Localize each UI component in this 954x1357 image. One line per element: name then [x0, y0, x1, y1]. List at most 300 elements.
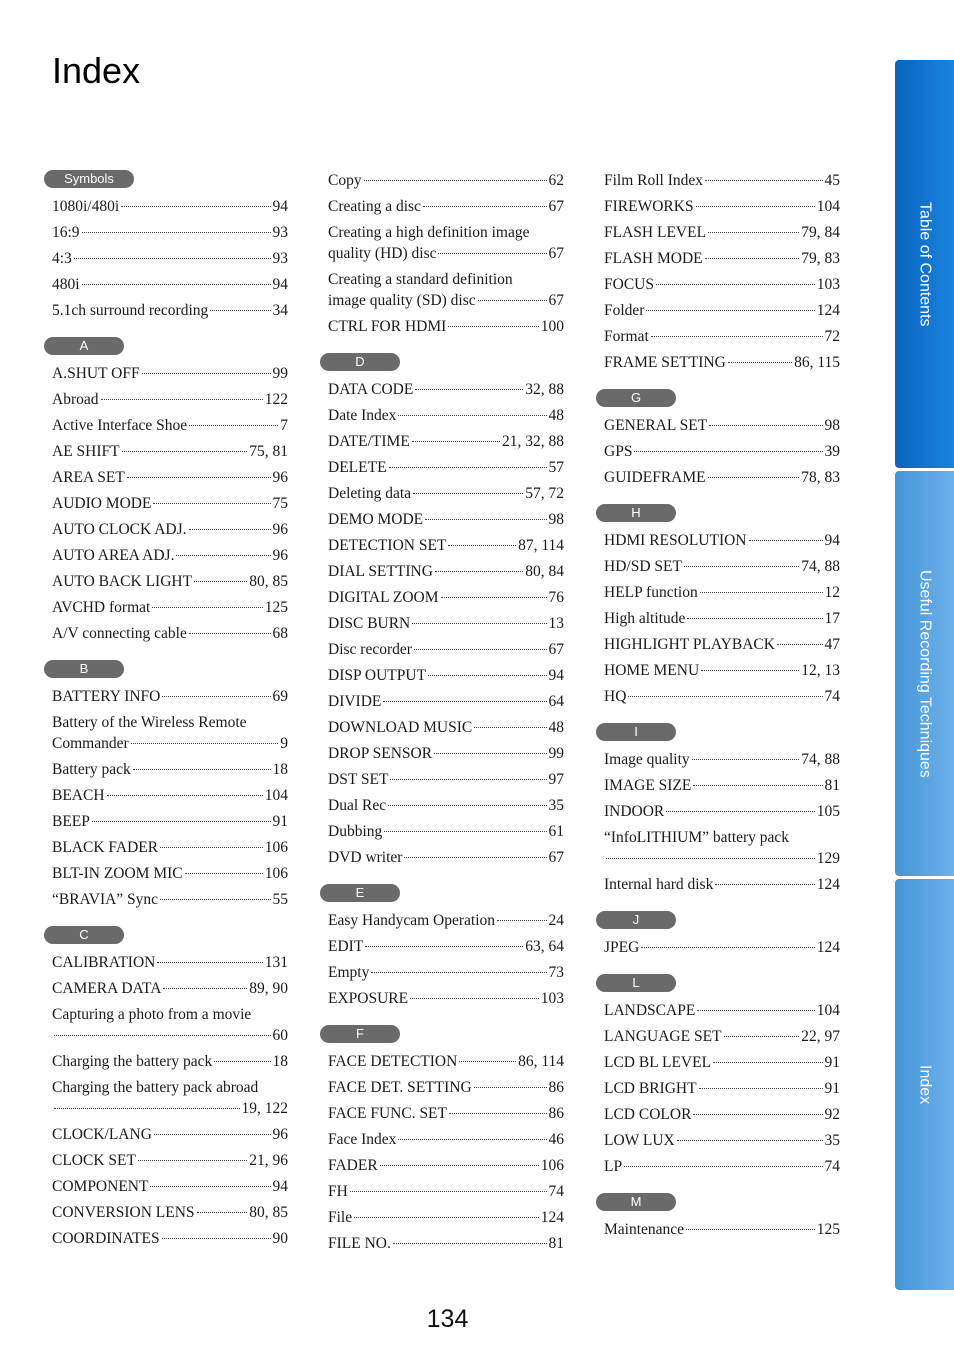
index-entry[interactable] [320, 170, 564, 191]
index-entry[interactable] [320, 587, 564, 608]
entry-page[interactable]: 67 [548, 292, 564, 309]
entry-page[interactable]: 122 [264, 391, 288, 408]
index-entry[interactable] [596, 874, 840, 895]
entry-text: Charging the battery pack [52, 1053, 213, 1070]
index-entry[interactable] [596, 1130, 840, 1151]
entry-page[interactable]: 96 [272, 547, 288, 564]
index-entry[interactable] [596, 775, 840, 796]
dot-leader [606, 858, 815, 859]
index-entry[interactable] [44, 415, 288, 436]
entry-page[interactable]: 100 [540, 318, 564, 335]
entry-page[interactable]: 18 [272, 761, 288, 778]
entry-page[interactable]: 106 [540, 1157, 564, 1174]
entry-page[interactable]: 124 [816, 939, 840, 956]
index-entry[interactable] [44, 686, 288, 707]
dot-leader [74, 258, 271, 259]
index-entry[interactable] [320, 936, 564, 957]
entry-page[interactable]: 81 [548, 1235, 564, 1252]
index-entry[interactable] [320, 665, 564, 686]
index-entry[interactable] [596, 248, 840, 269]
dot-leader [404, 857, 546, 858]
entry-page[interactable]: 68 [272, 625, 288, 642]
index-entry[interactable] [44, 1124, 288, 1145]
index-entry[interactable] [44, 785, 288, 806]
index-entry[interactable] [320, 847, 564, 868]
index-entry[interactable] [320, 483, 564, 504]
index-entry[interactable] [596, 749, 840, 770]
entry-text: 5.1ch surround recording [52, 302, 209, 319]
dot-leader [54, 1108, 240, 1109]
entry-page[interactable]: 96 [272, 521, 288, 538]
dot-leader [749, 540, 823, 541]
entry-page[interactable]: 9 [280, 735, 288, 752]
dot-leader [434, 753, 546, 754]
dot-leader [728, 362, 792, 363]
index-entry[interactable] [320, 1051, 564, 1072]
dot-leader [380, 1165, 539, 1166]
entry-text: Maintenance [604, 1221, 685, 1238]
entry-text: LP [604, 1158, 623, 1175]
index-entry[interactable] [44, 952, 288, 973]
entry-page[interactable]: 74 [548, 1183, 564, 1200]
dot-leader [438, 253, 546, 254]
index-entry[interactable] [596, 660, 840, 681]
dot-leader [448, 545, 516, 546]
entry-page[interactable]: 45 [824, 172, 840, 189]
dot-leader [684, 566, 799, 567]
entry-page[interactable]: 81 [824, 777, 840, 794]
index-entry[interactable] [44, 863, 288, 884]
entry-page[interactable]: 47 [824, 636, 840, 653]
index-entry[interactable] [44, 978, 288, 999]
index-entry[interactable] [320, 1181, 564, 1202]
entry-page[interactable]: 17 [824, 610, 840, 627]
entry-page[interactable]: 62 [548, 172, 564, 189]
dot-leader [410, 998, 539, 999]
entry-page[interactable]: 22, 97 [801, 1028, 840, 1045]
entry-page[interactable]: 103 [816, 276, 840, 293]
index-entry[interactable] [596, 1026, 840, 1047]
index-entry[interactable] [596, 352, 840, 373]
entry-page[interactable]: 129 [816, 850, 840, 867]
index-entry[interactable] [596, 686, 840, 707]
entry-text: AUDIO MODE [52, 495, 152, 512]
entry-page[interactable]: 98 [548, 511, 564, 528]
index-entry[interactable] [44, 545, 288, 566]
tab-useful-recording-techniques[interactable] [895, 471, 954, 876]
index-entry[interactable] [320, 1155, 564, 1176]
entry-text: CAMERA DATA [52, 980, 162, 997]
entry-page[interactable]: 74 [824, 688, 840, 705]
index-entry[interactable] [596, 300, 840, 321]
index-entry[interactable] [44, 597, 288, 618]
index-entry[interactable] [596, 608, 840, 629]
dot-leader [700, 592, 823, 593]
entry-page[interactable]: 73 [548, 964, 564, 981]
index-section [596, 723, 840, 895]
index-entry[interactable] [320, 910, 564, 931]
index-entry[interactable] [596, 196, 840, 217]
index-entry[interactable] [44, 519, 288, 540]
index-entry[interactable] [44, 623, 288, 644]
entry-page[interactable]: 21, 96 [249, 1152, 288, 1169]
entry-page[interactable]: 124 [816, 302, 840, 319]
entry-page[interactable]: 69 [272, 688, 288, 705]
index-entry[interactable] [44, 248, 288, 269]
index-entry[interactable] [320, 769, 564, 790]
entry-text: EDIT [328, 938, 364, 955]
dot-leader [696, 206, 815, 207]
entry-text: Creating a standard definition [328, 271, 513, 288]
index-entry[interactable] [44, 889, 288, 910]
entry-page[interactable]: 39 [824, 443, 840, 460]
entry-page[interactable]: 80, 85 [249, 1204, 288, 1221]
dot-leader [398, 415, 546, 416]
entry-page[interactable]: 74, 88 [801, 751, 840, 768]
entry-text: Active Interface Shoe [52, 417, 188, 434]
index-entry[interactable] [596, 582, 840, 603]
dot-leader [692, 759, 800, 760]
index-entry[interactable] [596, 634, 840, 655]
entry-text: BATTERY INFO [52, 688, 161, 705]
entry-page[interactable]: 124 [540, 1209, 564, 1226]
dot-leader [189, 633, 271, 634]
index-entry[interactable] [596, 556, 840, 577]
entry-page[interactable]: 19, 122 [241, 1100, 288, 1117]
entry-text: CALIBRATION [52, 954, 156, 971]
entry-page[interactable]: 12 [824, 584, 840, 601]
index-entry[interactable] [44, 467, 288, 488]
index-entry[interactable] [320, 639, 564, 660]
entry-text: CLOCK SET [52, 1152, 136, 1169]
entry-page[interactable]: 75, 81 [249, 443, 288, 460]
entry-page[interactable]: 21, 32, 88 [502, 433, 564, 450]
entry-page[interactable]: 34 [272, 302, 288, 319]
section-letter-badge: D [320, 353, 400, 371]
index-entry[interactable] [44, 1176, 288, 1197]
entry-page[interactable]: 79, 83 [801, 250, 840, 267]
entry-text: A.SHUT OFF [52, 365, 140, 382]
tab-index[interactable] [895, 879, 954, 1290]
index-entry[interactable] [320, 222, 564, 264]
entry-page[interactable]: 91 [824, 1054, 840, 1071]
index-entry[interactable] [320, 795, 564, 816]
entry-text: DST SET [328, 771, 389, 788]
index-entry[interactable] [320, 535, 564, 556]
dot-leader [474, 1087, 547, 1088]
entry-text: Creating a disc [328, 198, 421, 215]
index-entry[interactable] [44, 222, 288, 243]
index-entry[interactable] [320, 405, 564, 426]
entry-page[interactable]: 80, 85 [249, 573, 288, 590]
entry-text: LCD BL LEVEL [604, 1054, 712, 1071]
entry-page[interactable]: 64 [548, 693, 564, 710]
index-entry[interactable] [596, 326, 840, 347]
index-entry[interactable] [596, 1156, 840, 1177]
entry-text: Format [604, 328, 649, 345]
dot-leader [699, 1088, 823, 1089]
entry-page[interactable]: 61 [548, 823, 564, 840]
entry-page[interactable]: 87, 114 [518, 537, 564, 554]
entry-line-2 [328, 290, 564, 311]
entry-text: GPS [604, 443, 633, 460]
index-entry[interactable] [320, 457, 564, 478]
index-entry[interactable] [320, 561, 564, 582]
entry-page[interactable]: 55 [272, 891, 288, 908]
entry-page[interactable]: 35 [548, 797, 564, 814]
entry-page[interactable]: 103 [540, 990, 564, 1007]
index-entry[interactable] [596, 801, 840, 822]
index-entry[interactable] [320, 379, 564, 400]
index-entry[interactable] [320, 962, 564, 983]
entry-page[interactable]: 7 [280, 417, 288, 434]
entry-text: BEEP [52, 813, 90, 830]
entry-page[interactable]: 75 [272, 495, 288, 512]
index-entry[interactable] [44, 363, 288, 384]
entry-text: DATA CODE [328, 381, 414, 398]
entry-page[interactable]: 46 [548, 1131, 564, 1148]
entry-page[interactable]: 104 [264, 787, 288, 804]
index-entry[interactable] [44, 1202, 288, 1223]
entry-page[interactable]: 86 [548, 1079, 564, 1096]
index-entry[interactable] [320, 1233, 564, 1254]
entry-text: 16:9 [52, 224, 80, 241]
index-entry[interactable] [44, 1228, 288, 1249]
entry-text: Date Index [328, 407, 397, 424]
entry-page[interactable]: 93 [272, 224, 288, 241]
index-entry[interactable] [320, 1103, 564, 1124]
index-entry[interactable] [44, 759, 288, 780]
index-entry[interactable] [596, 1104, 840, 1125]
entry-page[interactable]: 78, 83 [801, 469, 840, 486]
dot-leader [693, 785, 822, 786]
entry-page[interactable]: 106 [264, 839, 288, 856]
index-entry[interactable] [320, 613, 564, 634]
entry-page[interactable]: 94 [824, 532, 840, 549]
index-entry[interactable] [596, 467, 840, 488]
index-entry[interactable] [596, 827, 840, 869]
index-column-2 [320, 168, 564, 1270]
entry-page[interactable]: 24 [548, 912, 564, 929]
entry-page[interactable]: 60 [272, 1027, 288, 1044]
entry-page[interactable]: 131 [264, 954, 288, 971]
entry-page[interactable]: 67 [548, 245, 564, 262]
index-entry[interactable] [320, 988, 564, 1009]
dot-leader [497, 920, 547, 921]
entry-text: FILE NO. [328, 1235, 391, 1252]
entry-page[interactable]: 67 [548, 849, 564, 866]
entry-page[interactable]: 80, 84 [525, 563, 564, 580]
entry-text: HD/SD SET [604, 558, 682, 575]
entry-page[interactable]: 99 [272, 365, 288, 382]
dot-leader [713, 1062, 822, 1063]
entry-page[interactable]: 125 [816, 1221, 840, 1238]
dot-leader [163, 988, 247, 989]
dot-leader [641, 947, 814, 948]
entry-text: DROP SENSOR [328, 745, 433, 762]
dot-leader [428, 675, 546, 676]
entry-page[interactable]: 48 [548, 407, 564, 424]
entry-text: HIGHLIGHT PLAYBACK [604, 636, 775, 653]
dot-leader [122, 451, 248, 452]
entry-text: FADER [328, 1157, 378, 1174]
index-entry[interactable] [596, 937, 840, 958]
index-entry[interactable] [320, 1207, 564, 1228]
entry-page[interactable]: 90 [272, 1230, 288, 1247]
dot-leader [153, 503, 270, 504]
tab-table-of-contents[interactable] [895, 60, 954, 468]
index-entry[interactable] [320, 743, 564, 764]
index-entry[interactable] [596, 530, 840, 551]
entry-text: IMAGE SIZE [604, 777, 692, 794]
index-entry[interactable] [44, 196, 288, 217]
index-entry[interactable] [596, 170, 840, 191]
entry-page[interactable]: 104 [816, 1002, 840, 1019]
dot-leader [705, 258, 800, 259]
entry-page[interactable]: 79, 84 [801, 224, 840, 241]
entry-page[interactable]: 94 [272, 198, 288, 215]
index-entry[interactable] [44, 300, 288, 321]
dot-leader [354, 1217, 539, 1218]
entry-page[interactable]: 92 [824, 1106, 840, 1123]
index-entry[interactable] [596, 274, 840, 295]
entry-page[interactable]: 99 [548, 745, 564, 762]
dot-leader [701, 670, 799, 671]
entry-text: AUTO CLOCK ADJ. [52, 521, 187, 538]
entry-text: Easy Handycam Operation [328, 912, 495, 929]
dot-leader [138, 1160, 247, 1161]
index-entry[interactable] [596, 441, 840, 462]
entry-text: AVCHD format [52, 599, 151, 616]
index-entry[interactable] [320, 1077, 564, 1098]
entry-page[interactable]: 86 [548, 1105, 564, 1122]
index-entry[interactable] [320, 316, 564, 337]
entry-page[interactable]: 106 [264, 865, 288, 882]
dot-leader [646, 310, 814, 311]
section-letter-badge: E [320, 884, 400, 902]
entry-page[interactable]: 94 [272, 276, 288, 293]
entry-page[interactable]: 63, 64 [525, 938, 564, 955]
index-entry[interactable] [596, 415, 840, 436]
entry-page[interactable]: 57 [548, 459, 564, 476]
index-entry[interactable] [320, 717, 564, 738]
index-entry[interactable] [320, 691, 564, 712]
index-entry[interactable] [44, 811, 288, 832]
entry-page[interactable]: 89, 90 [249, 980, 288, 997]
dot-leader [459, 1061, 516, 1062]
index-section [320, 1025, 564, 1254]
dot-leader [350, 1191, 547, 1192]
entry-page[interactable]: 76 [548, 589, 564, 606]
entry-page[interactable]: 67 [548, 198, 564, 215]
index-entry[interactable] [320, 269, 564, 311]
index-entry[interactable] [320, 196, 564, 217]
dot-leader [383, 701, 546, 702]
index-entry[interactable] [44, 712, 288, 754]
dot-leader [412, 623, 546, 624]
index-entry[interactable] [44, 493, 288, 514]
index-entry[interactable] [44, 441, 288, 462]
entry-page[interactable]: 93 [272, 250, 288, 267]
entry-page[interactable]: 96 [272, 1126, 288, 1143]
entry-page[interactable]: 86, 115 [794, 354, 840, 371]
entry-page[interactable]: 105 [816, 803, 840, 820]
entry-page[interactable]: 96 [272, 469, 288, 486]
entry-page[interactable]: 104 [816, 198, 840, 215]
dot-leader [82, 284, 271, 285]
entry-page[interactable]: 57, 72 [525, 485, 564, 502]
index-entry[interactable] [320, 1129, 564, 1150]
index-entry[interactable] [44, 1150, 288, 1171]
entry-text: CTRL FOR HDMI [328, 318, 447, 335]
entry-page[interactable]: 48 [548, 719, 564, 736]
entry-page[interactable]: 91 [824, 1080, 840, 1097]
dot-leader [152, 607, 262, 608]
dot-leader [687, 618, 822, 619]
entry-page[interactable]: 67 [548, 641, 564, 658]
dot-leader [449, 1113, 547, 1114]
entry-page[interactable]: 86, 114 [518, 1053, 564, 1070]
entry-page[interactable]: 91 [272, 813, 288, 830]
index-entry[interactable] [44, 1051, 288, 1072]
index-entry[interactable] [596, 1219, 840, 1240]
dot-leader [705, 180, 822, 181]
index-section [44, 660, 288, 910]
entry-text: BLACK FADER [52, 839, 159, 856]
entry-page[interactable]: 74 [824, 1158, 840, 1175]
index-entry[interactable] [320, 509, 564, 530]
index-entry[interactable] [320, 821, 564, 842]
index-entry[interactable] [320, 431, 564, 452]
entry-page[interactable]: 12, 13 [801, 662, 840, 679]
entry-text: Creating a high definition image [328, 224, 530, 241]
entry-page[interactable]: 98 [824, 417, 840, 434]
index-column-3 [596, 168, 840, 1256]
index-entry[interactable] [44, 571, 288, 592]
entry-page[interactable]: 32, 88 [525, 381, 564, 398]
entry-page[interactable]: 18 [272, 1053, 288, 1070]
index-entry[interactable] [44, 274, 288, 295]
index-entry[interactable] [596, 1078, 840, 1099]
index-entry[interactable] [44, 1004, 288, 1046]
index-entry[interactable] [44, 1077, 288, 1119]
index-entry[interactable] [596, 1000, 840, 1021]
entry-page[interactable]: 13 [548, 615, 564, 632]
entry-page[interactable]: 72 [824, 328, 840, 345]
entry-text: Abroad [52, 391, 99, 408]
entry-text: AUTO BACK LIGHT [52, 573, 193, 590]
entry-text: DELETE [328, 459, 387, 476]
index-entry[interactable] [44, 837, 288, 858]
entry-text: DVD writer [328, 849, 403, 866]
dot-leader [189, 529, 271, 530]
entry-page[interactable]: 35 [824, 1132, 840, 1149]
index-entry[interactable] [596, 222, 840, 243]
dot-leader [364, 180, 547, 181]
entry-page[interactable]: 94 [272, 1178, 288, 1195]
entry-text: HELP function [604, 584, 698, 601]
entry-page[interactable]: 74, 88 [801, 558, 840, 575]
entry-page[interactable]: 125 [264, 599, 288, 616]
entry-page[interactable]: 97 [548, 771, 564, 788]
dot-leader [194, 581, 247, 582]
entry-page[interactable]: 94 [548, 667, 564, 684]
entry-text: Film Roll Index [604, 172, 704, 189]
entry-page[interactable]: 124 [816, 876, 840, 893]
index-entry[interactable] [44, 389, 288, 410]
index-entry[interactable] [596, 1052, 840, 1073]
dot-leader [176, 555, 270, 556]
